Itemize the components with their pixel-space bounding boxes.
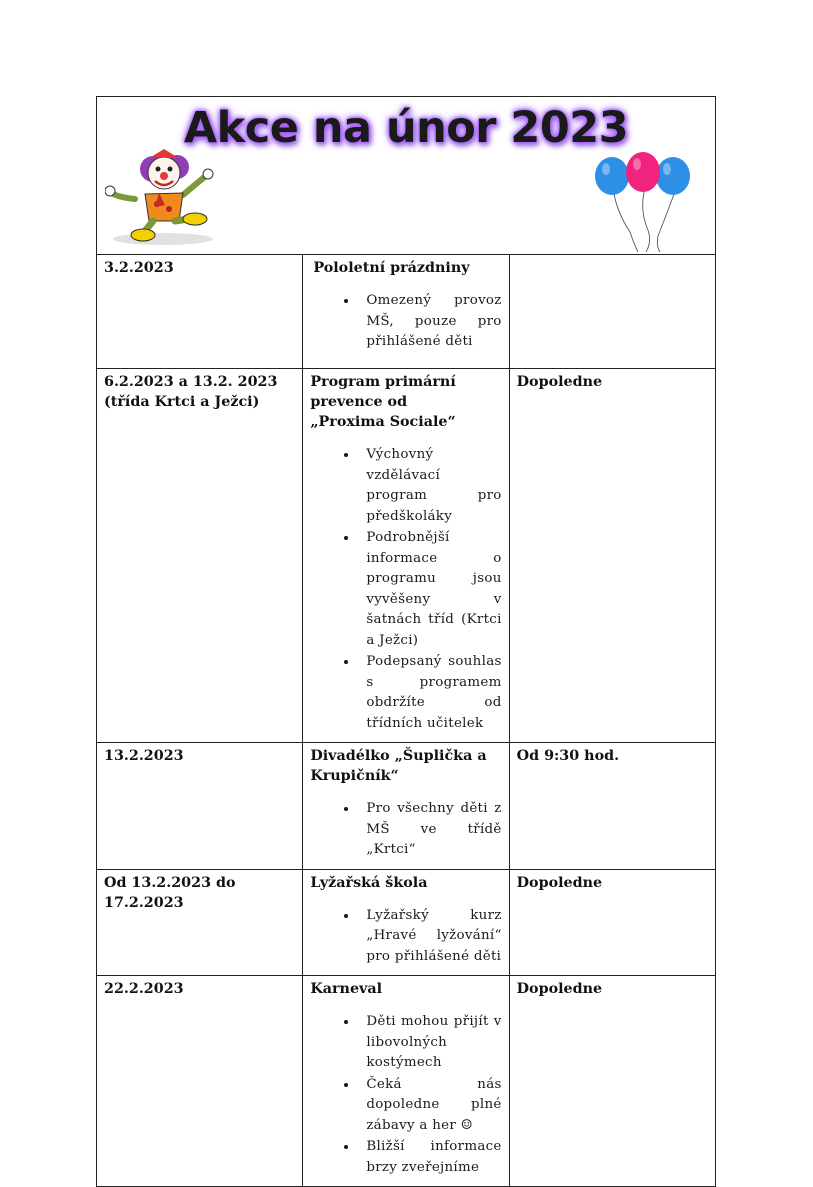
event-cell bbox=[303, 369, 509, 743]
time-cell bbox=[509, 743, 715, 870]
event-details-list bbox=[310, 905, 501, 968]
event-date: 13.2.2023 bbox=[104, 748, 184, 764]
table-row bbox=[97, 976, 716, 1187]
event-date: 3.2.2023 bbox=[104, 260, 174, 276]
balloons-illustration bbox=[594, 152, 709, 252]
date-cell bbox=[97, 743, 303, 870]
time-cell bbox=[509, 869, 715, 976]
header-row bbox=[97, 97, 716, 255]
event-time: Od 9:30 hod. bbox=[516, 748, 620, 764]
list-item: • Omezený provoz MŠ, pouze pro přihlášené děti bbox=[358, 290, 501, 353]
date-cell bbox=[97, 369, 303, 743]
event-title: Lyžařská škola bbox=[310, 874, 428, 891]
date-cell bbox=[97, 869, 303, 976]
table-row bbox=[97, 869, 716, 976]
event-date: 22.2.2023 bbox=[104, 981, 184, 997]
list-item: • Lyžařský kurz „Hravé lyžování“ pro přihlášené děti bbox=[358, 905, 501, 968]
list-item: • Bližší informace brzy zveřejníme bbox=[358, 1136, 501, 1178]
list-item: • Výchovný vzdělávací program pro předškoláky bbox=[358, 444, 501, 527]
list-item: • Pro všechny děti z MŠ ve třídě „Krtci“ bbox=[358, 798, 501, 861]
event-details-list bbox=[310, 290, 501, 353]
time-cell bbox=[509, 255, 715, 369]
event-date: 6.2.2023 a 13.2. 2023 (třída Krtci a Ježci) bbox=[104, 374, 278, 410]
date-cell bbox=[97, 255, 303, 369]
event-cell bbox=[303, 255, 509, 369]
event-time: Dopoledne bbox=[516, 374, 603, 390]
event-details-list bbox=[310, 798, 501, 861]
event-cell bbox=[303, 976, 509, 1187]
event-cell bbox=[303, 869, 509, 976]
header-cell bbox=[97, 97, 716, 255]
table-row bbox=[97, 743, 716, 870]
clown-illustration bbox=[105, 149, 223, 247]
event-details-list bbox=[310, 1011, 501, 1178]
list-item: • Čeká nás dopoledne plné zábavy a her ☺ bbox=[358, 1074, 501, 1137]
event-date: Od 13.2.2023 do 17.2.2023 bbox=[104, 874, 236, 911]
date-cell bbox=[97, 976, 303, 1187]
table-row bbox=[97, 255, 716, 369]
list-item: • Podepsaný souhlas s programem obdržíte od třídních učitelek bbox=[358, 651, 501, 734]
list-item: • Podrobnější informace o programu jsou vyvěšeny v šatnách tříd (Krtci a Ježci) bbox=[358, 527, 501, 651]
list-item: • Děti mohou přijít v libovolných kostýmech bbox=[358, 1011, 501, 1074]
event-title: Pololetní prázdniny bbox=[313, 260, 470, 276]
event-cell bbox=[303, 743, 509, 870]
event-time: Dopoledne bbox=[516, 874, 603, 891]
event-title: Divadélko „Šuplička a Krupičník“ bbox=[310, 748, 487, 784]
event-details-list bbox=[310, 444, 501, 734]
time-cell bbox=[509, 369, 715, 743]
table-row bbox=[97, 369, 716, 743]
event-time: Dopoledne bbox=[516, 981, 603, 997]
time-cell bbox=[509, 976, 715, 1187]
event-title: Program primární prevence od „Proxima Sociale“ bbox=[310, 374, 456, 430]
event-title: Karneval bbox=[310, 981, 383, 997]
events-table bbox=[96, 96, 716, 1187]
page-title: Akce na únor 2023 bbox=[183, 103, 629, 153]
